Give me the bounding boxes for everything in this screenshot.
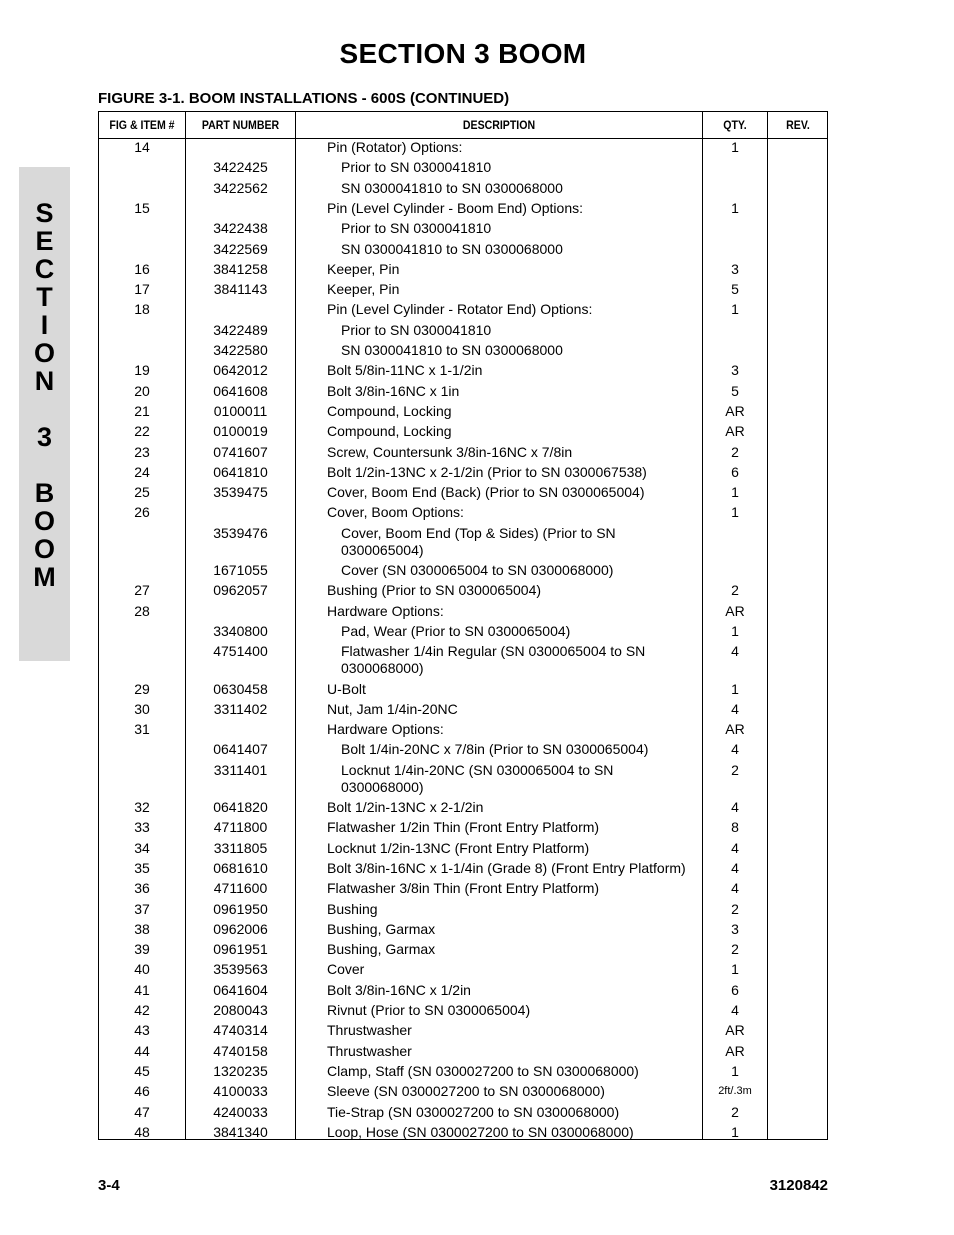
qty-cell: 2 [731, 941, 739, 958]
side-tab-letters [19, 199, 70, 591]
description-cell: Bolt 1/4in-20NC x 7/8in (Prior to SN 0300065004) [341, 741, 649, 758]
description-cell: Flatwasher 1/4in Regular (SN 0300065004 to SN 0300068000) [341, 643, 646, 677]
fig-item-cell: 29 [134, 680, 150, 697]
description-cell: Screw, Countersunk 3/8in-16NC x 7/8in [327, 443, 573, 460]
description-cell: Prior to SN 0300041810 [341, 159, 492, 176]
qty-cell: 4 [731, 741, 739, 758]
qty-cell: AR [725, 602, 745, 619]
qty-cell: 4 [731, 859, 739, 876]
fig-item-cell: 41 [134, 981, 150, 998]
fig-item-cell: 20 [134, 382, 150, 399]
qty-cell: 4 [731, 700, 739, 717]
part-number-cell: 0100011 [213, 402, 268, 419]
description-cell: Compound, Locking [327, 402, 452, 419]
description-cell: Cover [327, 961, 365, 978]
fig-item-cell: 35 [134, 859, 150, 876]
part-number-cell: 4740158 [213, 1042, 268, 1059]
document-number: 3120842 [769, 1177, 828, 1194]
part-number-cell: 3422489 [213, 321, 268, 338]
qty-cell: 6 [731, 463, 739, 480]
side-tab-letter: O [33, 506, 55, 536]
description-cell: Cover, Boom End (Top & Sides) (Prior to SN 0300065004) [341, 524, 616, 558]
part-number-cell: 0962057 [213, 582, 268, 599]
description-cell: Bolt 3/8in-16NC x 1/2in [327, 981, 471, 998]
header-fig-item: FIG & ITEM # [109, 118, 175, 132]
part-number-cell: 0741607 [213, 443, 268, 460]
side-tab-letter: E [35, 226, 54, 256]
description-cell: Prior to SN 0300041810 [341, 321, 492, 338]
description-cell: Loop, Hose (SN 0300027200 to SN 0300068000) [327, 1123, 634, 1140]
fig-item-cell: 32 [134, 799, 150, 815]
qty-cell: 3 [731, 920, 739, 937]
part-number-cell: 0642012 [213, 362, 268, 379]
description-cell: Thrustwasher [327, 1022, 412, 1039]
qty-cell: 2 [731, 761, 739, 778]
part-number-cell: 0641407 [213, 741, 268, 758]
description-cell: Hardware Options: [327, 721, 444, 738]
description-cell: Flatwasher 1/2in Thin (Front Entry Platform) [327, 819, 600, 836]
description-cell: Keeper, Pin [327, 281, 400, 298]
qty-cell: 5 [731, 382, 739, 399]
part-number-cell: 4751400 [213, 643, 268, 660]
description-cell: Bushing (Prior to SN 0300065004) [327, 582, 542, 599]
fig-item-cell: 45 [134, 1062, 150, 1079]
qty-cell: 4 [731, 1002, 739, 1018]
part-number-cell: 0641810 [213, 463, 268, 480]
qty-cell: 5 [731, 281, 739, 298]
qty-cell: 1 [731, 504, 739, 521]
part-number-cell: 3422425 [213, 159, 268, 176]
fig-item-cell: 40 [134, 961, 150, 978]
part-number-cell: 2080043 [213, 1002, 268, 1018]
part-number-cell: 4100033 [213, 1083, 268, 1100]
part-number-cell: 3340800 [213, 622, 268, 639]
fig-item-cell: 21 [134, 402, 150, 419]
description-cell: Cover (SN 0300065004 to SN 0300068000) [341, 562, 614, 578]
column-divider [295, 112, 296, 1139]
fig-item-cell: 14 [134, 139, 150, 155]
side-tab-letter: O [33, 534, 55, 564]
fig-item-cell: 17 [134, 281, 150, 298]
fig-item-cell: 15 [134, 199, 150, 216]
qty-cell: 3 [731, 260, 739, 277]
part-number-cell: 1671055 [213, 562, 268, 578]
qty-cell: 8 [731, 819, 739, 836]
part-number-cell: 3422569 [213, 240, 268, 257]
description-cell: Tie-Strap (SN 0300027200 to SN 0300068000) [327, 1103, 620, 1120]
fig-item-cell: 37 [134, 900, 150, 917]
part-number-cell: 3422438 [213, 220, 268, 237]
description-cell: Cover, Boom Options: [327, 504, 464, 521]
qty-cell: 2ft/.3m [718, 1085, 752, 1098]
description-cell: Flatwasher 3/8in Thin (Front Entry Platform) [327, 880, 600, 897]
qty-cell: 2 [731, 582, 739, 599]
fig-item-cell: 36 [134, 880, 150, 897]
description-cell: Pin (Rotator) Options: [327, 139, 463, 155]
qty-cell: 1 [731, 1062, 739, 1079]
qty-cell: 3 [731, 362, 739, 379]
description-cell: Bushing [327, 900, 378, 917]
description-cell: Hardware Options: [327, 602, 444, 619]
description-cell: Keeper, Pin [327, 260, 400, 277]
page-title: SECTION 3 BOOM [339, 38, 587, 69]
fig-item-cell: 44 [134, 1042, 150, 1059]
part-number-cell: 0641608 [213, 382, 268, 399]
fig-item-cell: 16 [134, 260, 150, 277]
fig-item-cell: 42 [134, 1002, 150, 1018]
fig-item-cell: 18 [134, 301, 150, 318]
side-tab-letter: 3 [36, 422, 53, 452]
part-number-cell: 3539475 [213, 484, 268, 501]
description-cell: Bushing, Garmax [327, 941, 436, 958]
qty-cell: 1 [731, 1123, 739, 1140]
side-tab-letter: O [33, 338, 55, 368]
description-cell: Pad, Wear (Prior to SN 0300065004) [341, 622, 571, 639]
description-cell: Prior to SN 0300041810 [341, 220, 492, 237]
fig-item-cell: 30 [134, 700, 150, 717]
part-number-cell: 0681610 [213, 859, 268, 876]
fig-item-cell: 46 [134, 1083, 150, 1100]
side-tab-letter [19, 451, 70, 479]
fig-item-cell: 48 [134, 1123, 150, 1140]
description-cell: Compound, Locking [327, 423, 452, 440]
part-number-cell: 4711800 [213, 819, 268, 836]
qty-cell: 1 [731, 199, 739, 216]
side-tab-letter: M [33, 562, 56, 592]
part-number-cell: 3311805 [213, 839, 268, 856]
part-number-cell: 3539476 [213, 524, 268, 541]
part-number-cell: 0630458 [213, 680, 268, 697]
side-tab-letter: T [36, 282, 53, 312]
part-number-cell: 0961951 [213, 941, 268, 958]
qty-cell: 2 [731, 900, 739, 917]
description-cell: Nut, Jam 1/4in-20NC [327, 700, 458, 717]
qty-cell: AR [725, 1022, 745, 1039]
description-cell: Bolt 1/2in-13NC x 2-1/2in [327, 799, 484, 815]
parts-table [98, 111, 828, 1140]
fig-item-cell: 24 [134, 463, 150, 480]
header-qty: QTY. [723, 118, 747, 132]
description-cell: Locknut 1/4in-20NC (SN 0300065004 to SN 0300068000) [341, 761, 614, 795]
description-cell: SN 0300041810 to SN 0300068000 [341, 342, 563, 358]
figure-title: FIGURE 3-1. BOOM INSTALLATIONS - 600S (CONTINUED) [98, 90, 510, 107]
fig-item-cell: 22 [134, 423, 150, 440]
description-cell: Thrustwasher [327, 1042, 412, 1059]
fig-item-cell: 19 [134, 362, 150, 379]
part-number-cell: 0962006 [213, 920, 268, 937]
fig-item-cell: 39 [134, 941, 150, 958]
section-side-tab [19, 167, 70, 661]
description-cell: Pin (Level Cylinder - Rotator End) Options: [327, 301, 593, 318]
part-number-cell: 3311401 [213, 761, 268, 778]
fig-item-cell: 38 [134, 920, 150, 937]
description-cell: Cover, Boom End (Back) (Prior to SN 0300065004) [327, 484, 645, 501]
side-tab-letter [19, 395, 70, 423]
side-tab-letter: I [40, 310, 49, 340]
qty-cell: 1 [731, 680, 739, 697]
part-number-cell: 0961950 [213, 900, 268, 917]
part-number-cell: 0100019 [213, 423, 268, 440]
fig-item-cell: 28 [134, 602, 150, 619]
description-cell: Rivnut (Prior to SN 0300065004) [327, 1002, 531, 1018]
fig-item-cell: 26 [134, 504, 150, 521]
qty-cell: 4 [731, 839, 739, 856]
header-rev: REV. [786, 118, 810, 132]
description-cell: Bolt 1/2in-13NC x 2-1/2in (Prior to SN 0300067538) [327, 463, 647, 480]
qty-cell: 1 [731, 484, 739, 501]
part-number-cell: 3539563 [213, 961, 268, 978]
part-number-cell: 3422562 [213, 179, 268, 196]
fig-item-cell: 47 [134, 1103, 150, 1120]
description-cell: U-Bolt [327, 680, 366, 697]
fig-item-cell: 33 [134, 819, 150, 836]
qty-cell: 1 [731, 301, 739, 318]
qty-cell: 4 [731, 643, 739, 660]
qty-cell: 2 [731, 1103, 739, 1120]
qty-cell: 4 [731, 799, 739, 815]
description-cell: Clamp, Staff (SN 0300027200 to SN 0300068000) [327, 1062, 639, 1079]
description-cell: Sleeve (SN 0300027200 to SN 0300068000) [327, 1083, 605, 1100]
part-number-cell: 4740314 [213, 1022, 268, 1039]
part-number-cell: 0641604 [213, 981, 268, 998]
part-number-cell: 3841143 [213, 281, 268, 298]
qty-cell: 1 [731, 139, 739, 155]
qty-cell: 2 [731, 443, 739, 460]
description-cell: Locknut 1/2in-13NC (Front Entry Platform) [327, 839, 590, 856]
side-tab-letter: C [34, 254, 55, 284]
side-tab-letter: B [34, 478, 55, 508]
qty-cell: 1 [731, 961, 739, 978]
qty-cell: AR [725, 721, 745, 738]
part-number-cell: 3422580 [213, 342, 268, 358]
column-divider [767, 112, 768, 1139]
fig-item-cell: 43 [134, 1022, 150, 1039]
description-cell: SN 0300041810 to SN 0300068000 [341, 240, 563, 257]
fig-item-cell: 25 [134, 484, 150, 501]
qty-cell: 1 [731, 622, 739, 639]
description-cell: Bolt 3/8in-16NC x 1-1/4in (Grade 8) (Front Entry Platform) [327, 859, 686, 876]
side-tab-letter: S [35, 198, 54, 228]
side-tab-letter: N [34, 366, 55, 396]
part-number-cell: 3841340 [213, 1123, 268, 1140]
fig-item-cell: 31 [134, 721, 150, 738]
description-cell: Bolt 5/8in-11NC x 1-1/2in [327, 362, 483, 379]
fig-item-cell: 23 [134, 443, 150, 460]
part-number-cell: 3841258 [213, 260, 268, 277]
header-part-number: PART NUMBER [201, 118, 280, 132]
fig-item-cell: 27 [134, 582, 150, 599]
description-cell: SN 0300041810 to SN 0300068000 [341, 179, 563, 196]
header-description: DESCRIPTION [462, 118, 536, 132]
qty-cell: 6 [731, 981, 739, 998]
part-number-cell: 1320235 [213, 1062, 268, 1079]
part-number-cell: 3311402 [213, 700, 268, 717]
table-header [99, 112, 827, 139]
part-number-cell: 4711600 [213, 880, 268, 897]
part-number-cell: 4240033 [213, 1103, 268, 1120]
qty-cell: AR [725, 423, 745, 440]
page-number: 3-4 [98, 1177, 120, 1194]
description-cell: Pin (Level Cylinder - Boom End) Options: [327, 199, 583, 216]
description-cell: Bolt 3/8in-16NC x 1in [327, 382, 460, 399]
part-number-cell: 0641820 [213, 799, 268, 815]
qty-cell: AR [725, 402, 745, 419]
fig-item-cell: 34 [134, 839, 150, 856]
description-cell: Bushing, Garmax [327, 920, 436, 937]
qty-cell: 4 [731, 880, 739, 897]
qty-cell: AR [725, 1042, 745, 1059]
